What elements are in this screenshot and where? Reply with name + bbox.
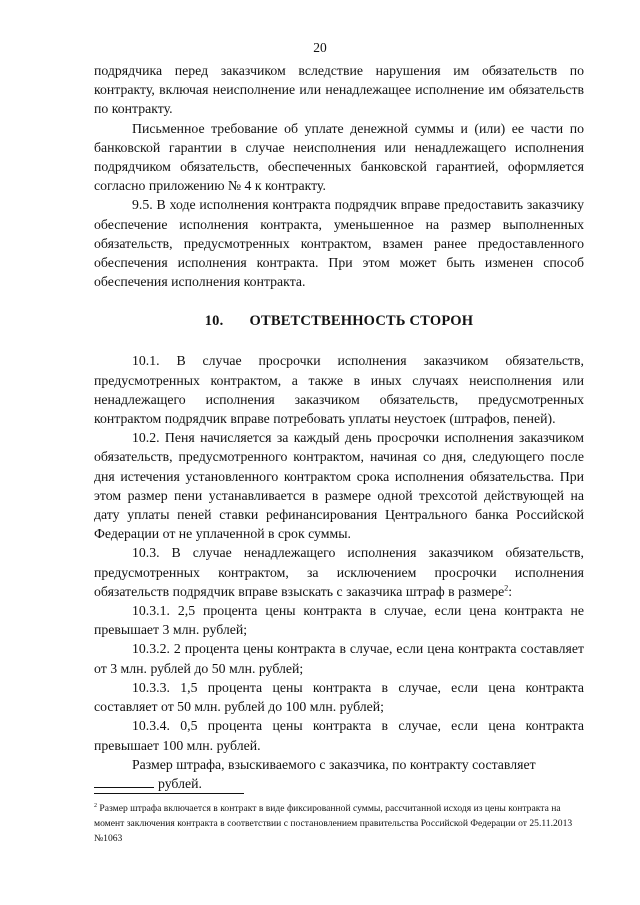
document-body xyxy=(94,61,584,793)
footnote-text: Размер штрафа включается в контракт в виде фиксированной суммы, рассчитанной исходя из цены контракта на момент заключения контракта в соответствии с постановлением правительства Российской Федерации от 25.11.2013 №1063 xyxy=(94,803,573,844)
footnote-divider xyxy=(94,793,244,794)
fine-amount-unit: рублей. xyxy=(158,775,202,791)
paragraph-fine-amount-end xyxy=(94,774,584,793)
paragraph-10-3 xyxy=(94,543,584,601)
paragraph-fine-amount: Размер штрафа, взыскиваемого с заказчика, по контракту составляет xyxy=(132,756,536,772)
footnote-marker: 2 xyxy=(94,802,97,809)
footnote-reference: 2 xyxy=(504,583,509,593)
paragraph-10-2: 10.2. Пеня начисляется за каждый день просрочки исполнения заказчиком обязательств, предусмотренного контрактом, начиная со дня, следующего после дня истечения установленного контрактом срока исполнения обязательства. При этом размер пени устанавливается в размере одной трехсотой действующей на дату уплаты пеней ставки рефинансирования Центрального банка Российской Федерации от не уплаченной в срок суммы. xyxy=(94,430,584,542)
paragraph-10-3-1: 10.3.1. 2,5 процента цены контракта в случае, если цена контракта не превышает 3 млн. рублей; xyxy=(94,603,584,638)
page-number: 20 xyxy=(313,40,327,55)
paragraph-10-3-colon: : xyxy=(508,583,513,599)
section-number: 10. xyxy=(204,313,224,330)
paragraph-10-1: 10.1. В случае просрочки исполнения заказчиком обязательств, предусмотренных контрактом, а также в иных случаях неисполнения или ненадлежащего исполнения заказчиком обязательств, предусмотренных контрактом подрядчик вправе потребовать уплаты неустоек (штрафов, пеней). xyxy=(94,353,584,427)
footnote xyxy=(94,801,584,846)
paragraph-written-demand: Письменное требование об уплате денежной суммы и (или) ее части по банковской гарантии в случае неисполнения или ненадлежащего исполнения подрядчиком обязательств, обеспеченных банковской гарантией, оформляется согласно приложению № 4 к контракту. xyxy=(94,120,584,194)
paragraph-continuation: подрядчика перед заказчиком вследствие нарушения им обязательств по контракту, включая неисполнение или ненадлежащее исполнение им обязательств по контракту. xyxy=(94,63,584,117)
paragraph-10-3-text: 10.3. В случае ненадлежащего исполнения заказчиком обязательств, предусмотренных контрактом, за исключением просрочки исполнения обязательств подрядчик вправе взыскать с заказчика штраф в размере xyxy=(94,545,584,599)
paragraph-10-3-3: 10.3.3. 1,5 процента цены контракта в случае, если цена контракта составляет от 50 млн. рублей до 100 млн. рублей; xyxy=(94,679,584,715)
paragraph-10-3-2: 10.3.2. 2 процента цены контракта в случае, если цена контракта составляет от 3 млн. рублей до 50 млн. рублей; xyxy=(94,641,584,676)
paragraph-10-3-4: 10.3.4. 0,5 процента цены контракта в случае, если цена контракта превышает 100 млн. рублей. xyxy=(94,718,584,753)
section-title: ОТВЕТСТВЕННОСТЬ СТОРОН xyxy=(249,313,474,330)
paragraph-9-5: 9.5. В ходе исполнения контракта подрядчик вправе предоставить заказчику обеспечение исполнения контракта, уменьшенное на размер выполненных обязательств, предусмотренных контрактом, взамен ранее предоставленного обеспечения исполнения контракта. При этом может быть изменен способ обеспечения исполнения контракта. xyxy=(94,197,584,290)
section-heading xyxy=(94,313,584,330)
fill-in-blank xyxy=(94,775,154,788)
